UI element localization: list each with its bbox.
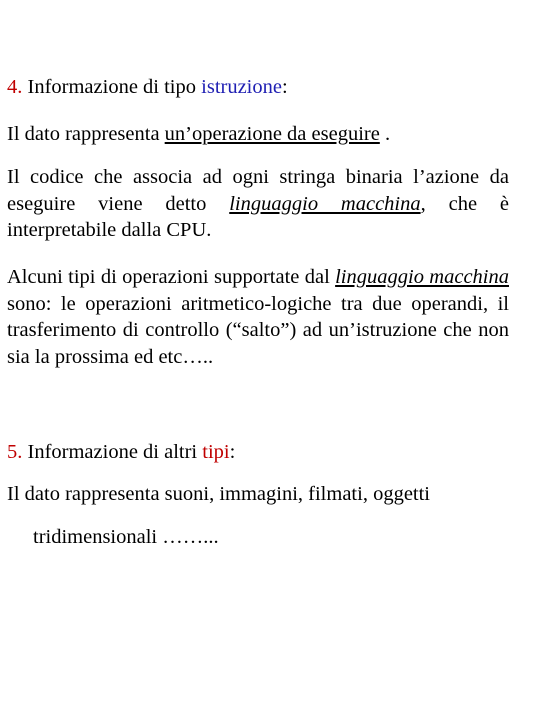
section-5-colon: : <box>229 441 236 463</box>
paragraph-3-text-a: Alcuni tipi di operazioni supportate dal <box>7 266 336 288</box>
paragraph-3-term: linguaggio macchina <box>335 266 509 288</box>
paragraph-other-types-line-2: tridimensionali ……... <box>33 526 219 548</box>
section-5-highlight: tipi <box>202 441 230 463</box>
section-5-number: 5. <box>7 441 23 463</box>
section-4-colon: : <box>281 76 288 98</box>
paragraph-other-types-line-1: Il dato rappresenta suoni, immagini, filmati, oggetti <box>7 483 431 505</box>
paragraph-2-text-b: , che è interpretabile dalla CPU. <box>7 192 509 241</box>
paragraph-supported-operations <box>7 264 509 370</box>
paragraph-1-text-b: . <box>379 123 391 145</box>
section-4-number: 4. <box>7 76 23 98</box>
paragraph-2-text-a: Il codice che associa ad ogni stringa binaria l’azione da eseguire viene detto <box>7 166 509 215</box>
section-4-title: Informazione di tipo <box>22 76 202 98</box>
paragraph-1-underlined: un’operazione da eseguire <box>164 123 380 145</box>
paragraph-2-term: linguaggio macchina <box>229 192 421 215</box>
section-4-heading <box>7 75 288 99</box>
section-4-highlight: istruzione <box>201 76 282 98</box>
section-5-title: Informazione di altri <box>22 441 203 463</box>
section-5-heading <box>7 440 235 464</box>
paragraph-3-text-b: sono: le operazioni aritmetico-logiche tra due operandi, il trasferimento di controllo (“salto”) ad un’istruzione che non sia la prossima ed etc….. <box>7 292 509 368</box>
paragraph-instruction-definition <box>7 122 390 146</box>
paragraph-1-text-a: Il dato rappresenta <box>7 123 165 145</box>
paragraph-machine-language <box>7 164 509 244</box>
